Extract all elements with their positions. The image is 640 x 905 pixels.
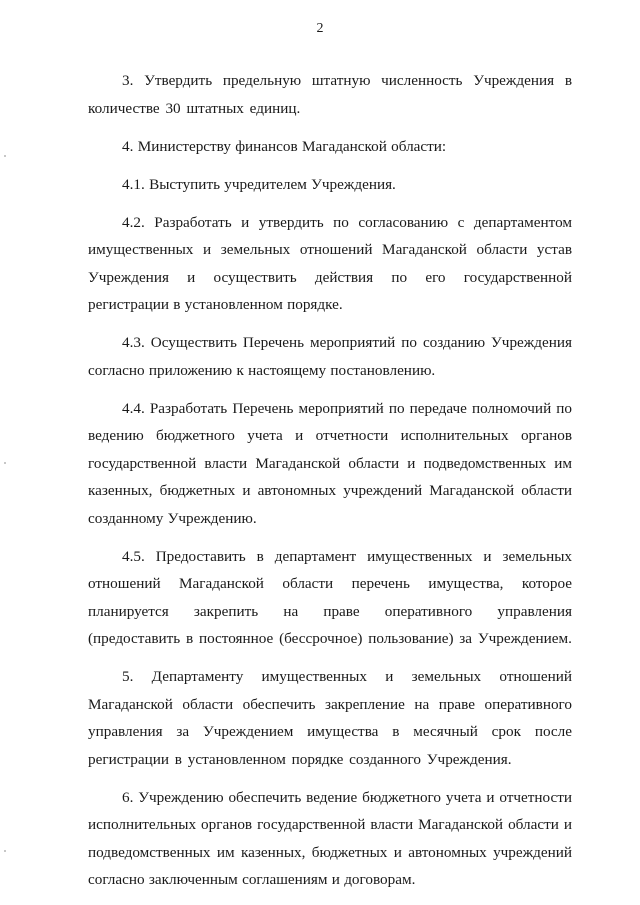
paragraph-4-2: 4.2. Разработать и утвердить по согласованию с департаментом имущественных и земельных отношений Магаданской области устав Учреждения и осуществить действия по его государственной регистрации в установленном порядке. — [88, 213, 572, 313]
paragraph-4-3: 4.3. Осуществить Перечень мероприятий по созданию Учреждения согласно приложению к настоящему постановлению. — [88, 334, 572, 379]
paragraph-4-4: 4.4. Разработать Перечень мероприятий по передаче полномочий по ведению бюджетного учета и отчетности исполнительных органов государственной власти Магаданской области и подведомственных им казенных, бюджетных и автономных учреждений Магаданской области созданному Учреждению. — [88, 399, 572, 527]
scan-edge-mark — [4, 155, 6, 157]
document-body — [88, 67, 572, 904]
paragraph-4-1: 4.1. Выступить учредителем Учреждения. — [122, 175, 396, 193]
page-number: 2 — [316, 21, 324, 36]
scan-edge-mark — [4, 850, 6, 852]
paragraph-4: 4. Министерству финансов Магаданской области: — [122, 137, 447, 155]
paragraph-5: 5. Департаменту имущественных и земельных отношений Магаданской области обеспечить закрепление на праве оперативного управления за Учреждением имущества в месячный срок после регистрации в установленном порядке созданного Учреждения. — [88, 668, 572, 768]
paragraph-4-5: 4.5. Предоставить в департамент имущественных и земельных отношений Магаданской области перечень имущества, которое планируется закрепить на праве оперативного управления (предоставить в постоянное (бессрочное) пользование) за Учреждением. — [88, 547, 572, 647]
paragraph-6: 6. Учреждению обеспечить ведение бюджетного учета и отчетности исполнительных органов государственной власти Магаданской области и подведомственных им казенных, бюджетных и автономных учреждений согласно заключенным соглашениям и договорам. — [88, 788, 572, 888]
scan-edge-mark — [4, 462, 6, 464]
paragraph-3: 3. Утвердить предельную штатную численность Учреждения в количестве 30 штатных единиц. — [88, 72, 572, 117]
